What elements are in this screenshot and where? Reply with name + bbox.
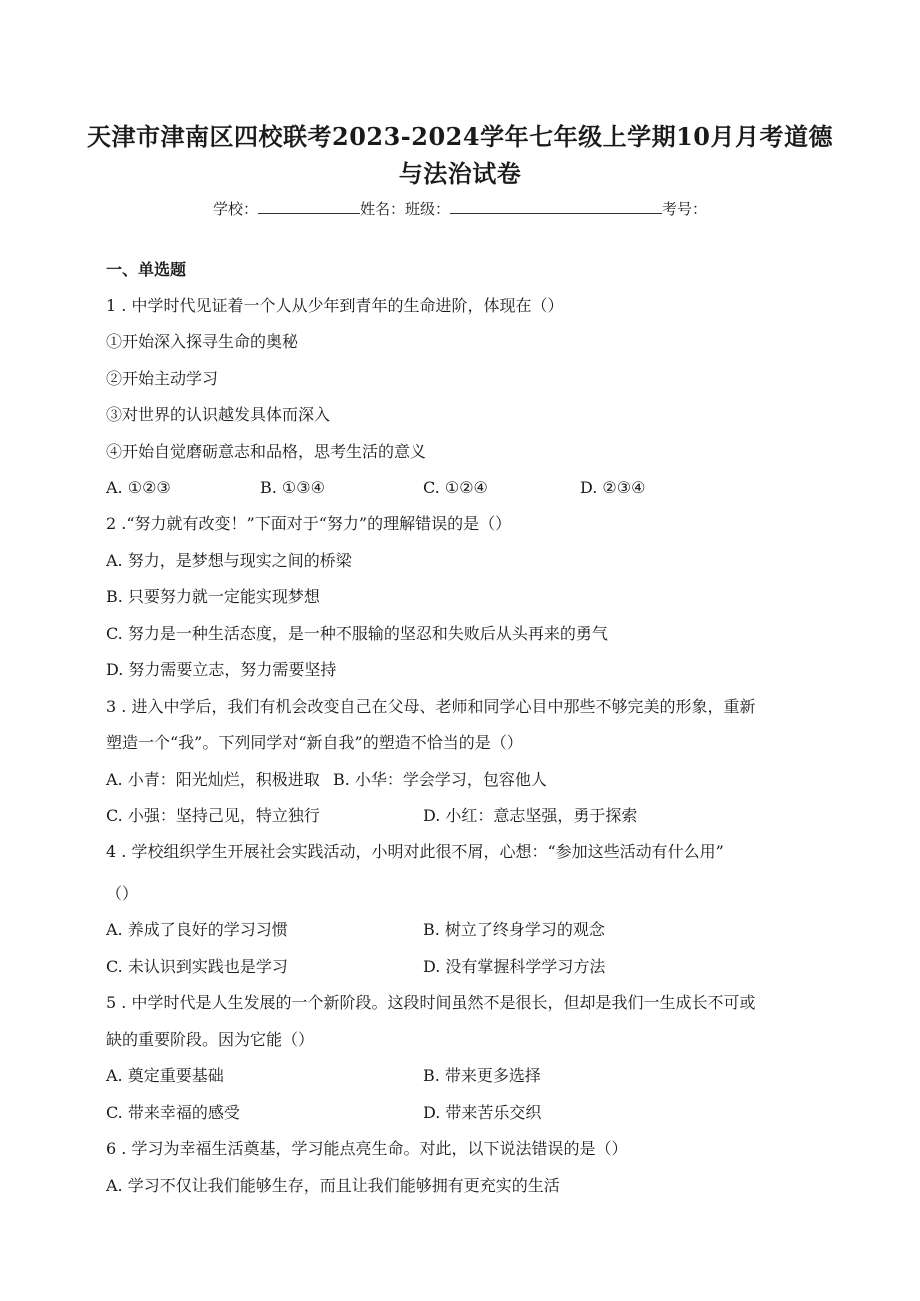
class-blank bbox=[450, 199, 662, 214]
q4-option-a: A. 养成了良好的学习习惯 bbox=[106, 920, 288, 939]
q5-option-a: A. 奠定重要基础 bbox=[106, 1066, 224, 1085]
q4-stem-line-2: （） bbox=[106, 884, 139, 903]
q4-option-d: D. 没有掌握科学学习方法 bbox=[423, 957, 606, 976]
q1-item-2: ②开始主动学习 bbox=[106, 369, 219, 388]
q4-option-c: C. 未认识到实践也是学习 bbox=[106, 957, 288, 976]
q2-stem: 2 .“努力就有改变！”下面对于“努力”的理解错误的是（） bbox=[106, 514, 512, 533]
q1-stem: 1 . 中学时代见证着一个人从少年到青年的生命进阶，体现在（） bbox=[106, 296, 564, 315]
name-label: 姓名： bbox=[359, 200, 405, 218]
q4-option-b: B. 树立了终身学习的观念 bbox=[423, 920, 605, 939]
q1-item-3: ③对世界的认识越发具体而深入 bbox=[106, 405, 331, 424]
title-line-1: 天津市津南区四校联考2023-2024学年七年级上学期10月月考道德 bbox=[87, 122, 833, 151]
q1-option-a: A. ①②③ bbox=[106, 478, 171, 497]
q5-option-c: C. 带来幸福的感受 bbox=[106, 1103, 240, 1122]
q4-stem-line-1: 4 . 学校组织学生开展社会实践活动，小明对此很不屑，心想：“参加这些活动有什么用” bbox=[106, 842, 724, 861]
q5-stem-line-2: 缺的重要阶段。因为它能（） bbox=[106, 1030, 315, 1049]
q1-option-c: C. ①②④ bbox=[423, 478, 488, 497]
q3-option-a: A. 小青：阳光灿烂，积极进取 bbox=[106, 770, 320, 789]
q3-option-c: C. 小强：坚持己见，特立独行 bbox=[106, 806, 320, 825]
q1-item-4: ④开始自觉磨砺意志和品格，思考生活的意义 bbox=[106, 442, 427, 461]
q5-option-d: D. 带来苦乐交织 bbox=[423, 1103, 542, 1122]
q2-option-c: C. 努力是一种生活态度，是一种不服输的坚忍和失败后从头再来的勇气 bbox=[106, 624, 608, 643]
q1-item-1: ①开始深入探寻生命的奥秘 bbox=[106, 332, 299, 351]
q5-stem-line-1: 5 . 中学时代是人生发展的一个新阶段。这段时间虽然不是很长，但却是我们一生成长不可或 bbox=[106, 993, 756, 1012]
school-blank bbox=[258, 199, 360, 214]
q6-option-a: A. 学习不仅让我们能够生存，而且让我们能够拥有更充实的生活 bbox=[106, 1176, 560, 1195]
q2-option-a: A. 努力，是梦想与现实之间的桥梁 bbox=[106, 551, 352, 570]
q1-option-b: B. ①③④ bbox=[260, 478, 325, 497]
q5-option-b: B. 带来更多选择 bbox=[423, 1066, 541, 1085]
q2-option-b: B. 只要努力就一定能实现梦想 bbox=[106, 587, 320, 606]
q3-stem-line-2: 塑造一个“我”。下列同学对“新自我”的塑造不恰当的是（） bbox=[106, 733, 523, 752]
q3-stem-line-1: 3 . 进入中学后，我们有机会改变自己在父母、老师和同学心目中那些不够完美的形象，重新 bbox=[106, 697, 756, 716]
student-info-row bbox=[0, 198, 920, 219]
exam-no-label: 考号： bbox=[662, 200, 708, 218]
q6-stem: 6 . 学习为幸福生活奠基，学习能点亮生命。对此，以下说法错误的是（） bbox=[106, 1139, 628, 1158]
q2-option-d: D. 努力需要立志，努力需要坚持 bbox=[106, 660, 337, 679]
school-label: 学校： bbox=[212, 200, 258, 218]
q1-option-d: D. ②③④ bbox=[580, 478, 646, 497]
class-label: 班级： bbox=[405, 200, 451, 218]
title-line-2: 与法治试卷 bbox=[398, 159, 522, 188]
section-title: 一、单选题 bbox=[106, 260, 187, 279]
q3-option-b: B. 小华：学会学习，包容他人 bbox=[333, 770, 547, 789]
q3-option-d: D. 小红：意志坚强，勇于探索 bbox=[423, 806, 638, 825]
